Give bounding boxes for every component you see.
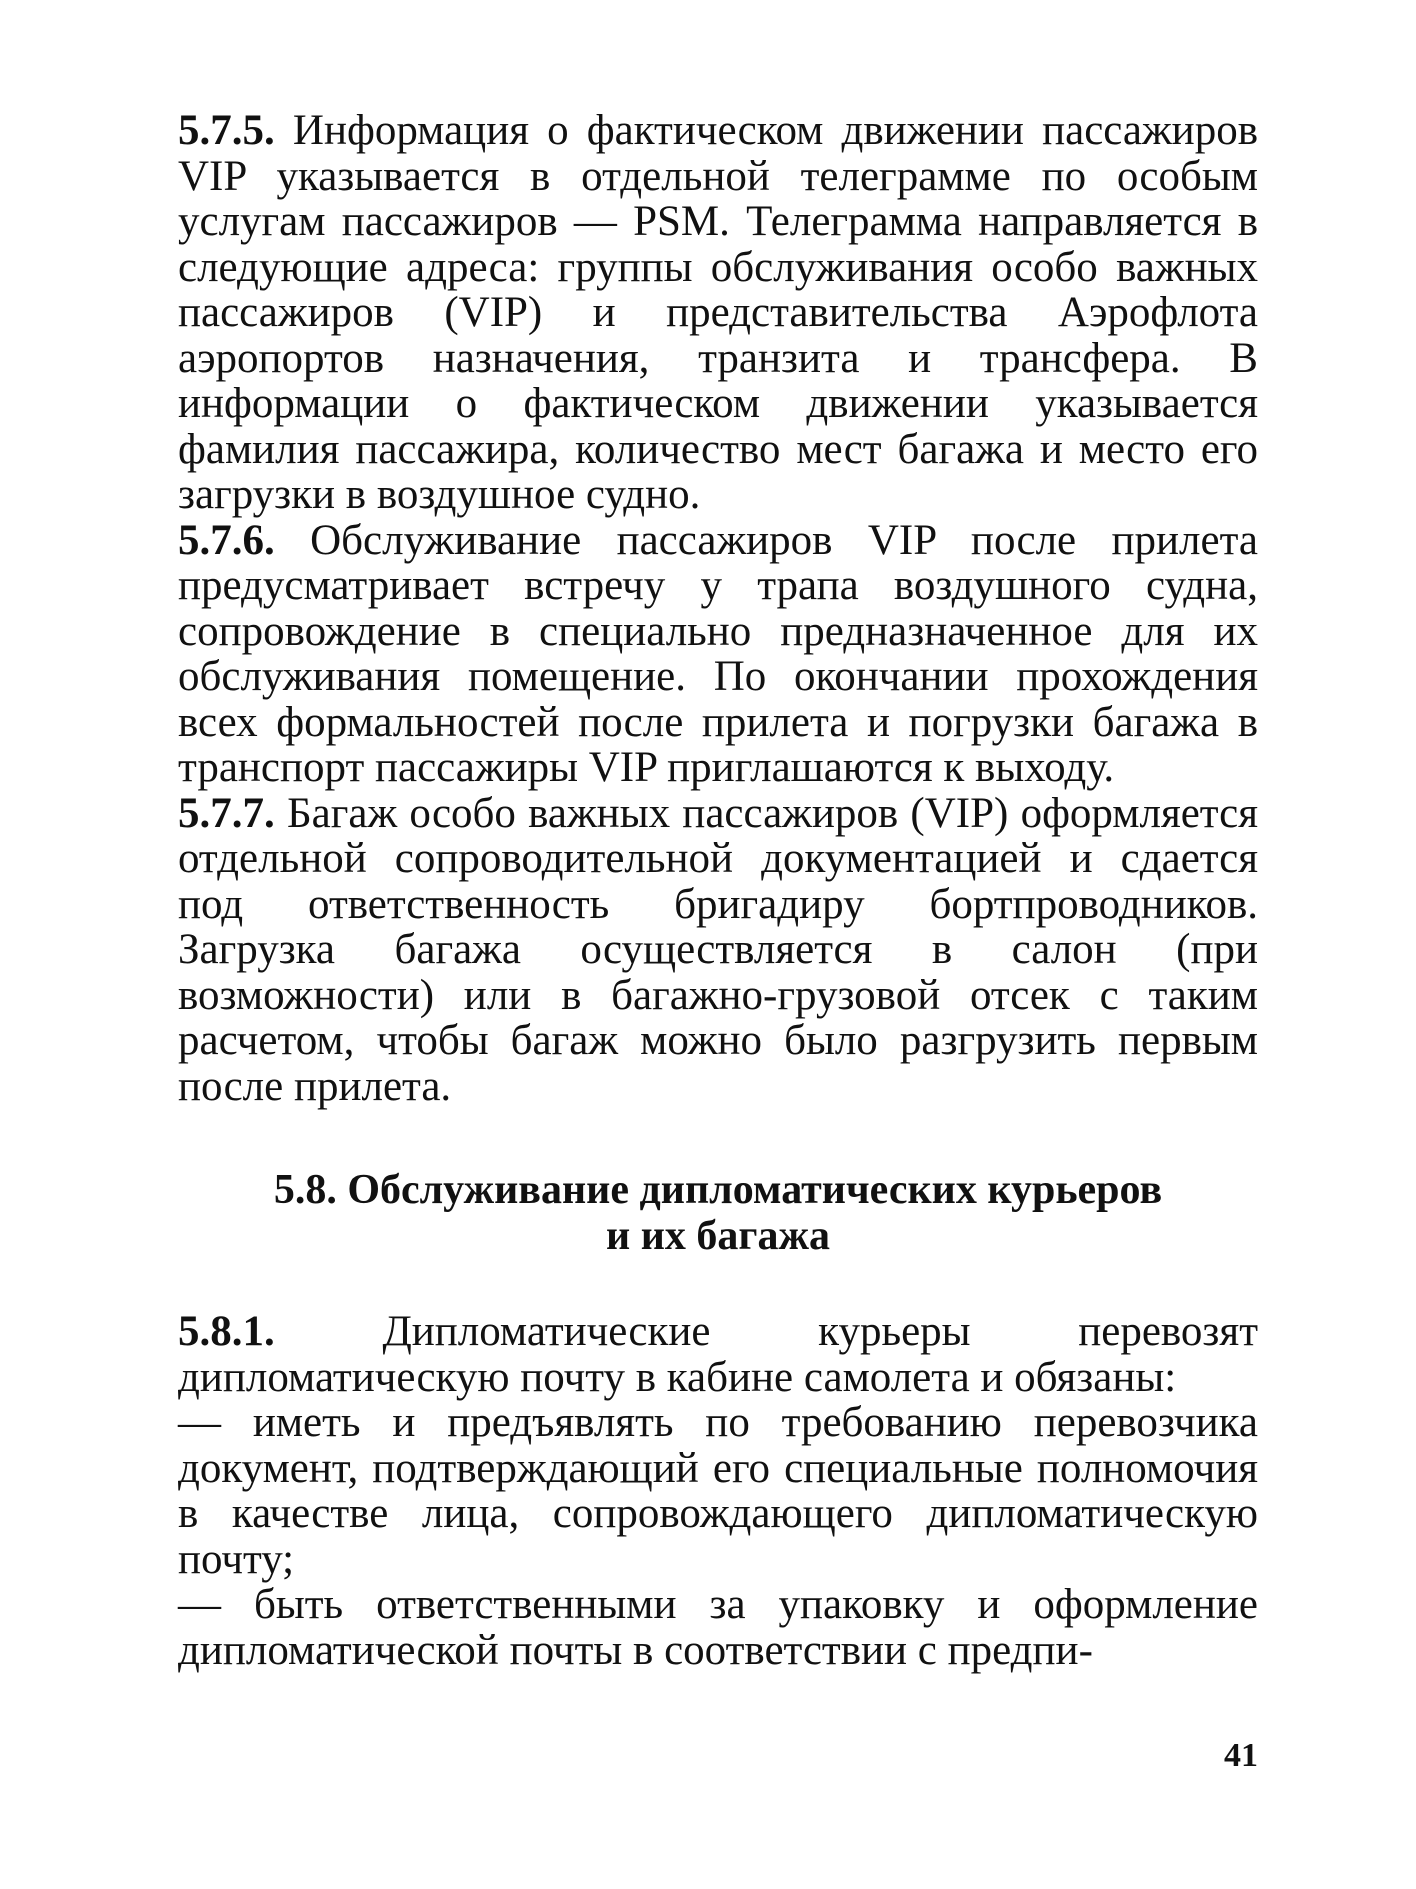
list-item: — быть ответственными за упаковку и оформление дипломатической почты в соответствии с предпи- <box>178 1581 1258 1674</box>
page-number: 41 <box>1224 1737 1258 1774</box>
section-heading-5-8 <box>178 1167 1258 1259</box>
list-item: — иметь и предъявлять по требованию перевозчика документ, подтверждающий его специальные полномочия в качестве лица, сопровождающего дипломатическую почту; <box>178 1399 1258 1583</box>
heading-line-1: 5.8. Обслуживание дипломатических курьеров <box>273 1167 1163 1213</box>
paragraph-5-7-6 <box>178 518 1258 791</box>
paragraph-5-8-1 <box>178 1309 1258 1400</box>
paragraph-text: Багаж особо важных пассажиров (VIP) оформляется отдельной сопроводительной документацией и сдается под ответственность бригадиру бортпроводников. Загрузка багажа осуществляется в салон (при возможности) или в багажно-грузовой отсек с таким расчетом, чтобы багаж можно было разгрузить первым после прилета. <box>178 789 1258 1110</box>
section-number: 5.7.6. <box>178 516 275 564</box>
paragraph-text: Обслуживание пассажиров VIP после прилета предусматривает встречу у трапа воздушного судна, сопровождение в специально предназначенное для их обслуживания помещение. По окончании прохождения всех формальностей после прилета и погрузки багажа в транспорт пассажиры VIP приглашаются к выходу. <box>178 516 1258 791</box>
document-page <box>178 108 1258 1673</box>
section-number: 5.7.5. <box>178 107 275 154</box>
heading-line-2: и их багажа <box>606 1213 830 1259</box>
paragraph-text: Информация о фактическом движении пассажиров VIP указывается в отдельной телеграмме по особым услугам пассажиров — PSM. Телеграмма направляется в следующие адреса: группы обслуживания особо важных пассажиров (VIP) и представительства Аэрофлота аэропортов назначения, транзита и трансфера. В информации о фактическом движении указывается фамилия пассажира, количество мест багажа и место его загрузки в воздушное судно. <box>178 107 1258 518</box>
paragraph-5-7-5 <box>178 108 1258 518</box>
paragraph-text: Дипломатические курьеры перевозят дипломатическую почту в кабине самолета и обязаны: <box>178 1308 1258 1401</box>
section-number: 5.8.1. <box>178 1308 275 1355</box>
section-number: 5.7.7. <box>178 789 275 837</box>
paragraph-5-7-7 <box>178 791 1258 1110</box>
